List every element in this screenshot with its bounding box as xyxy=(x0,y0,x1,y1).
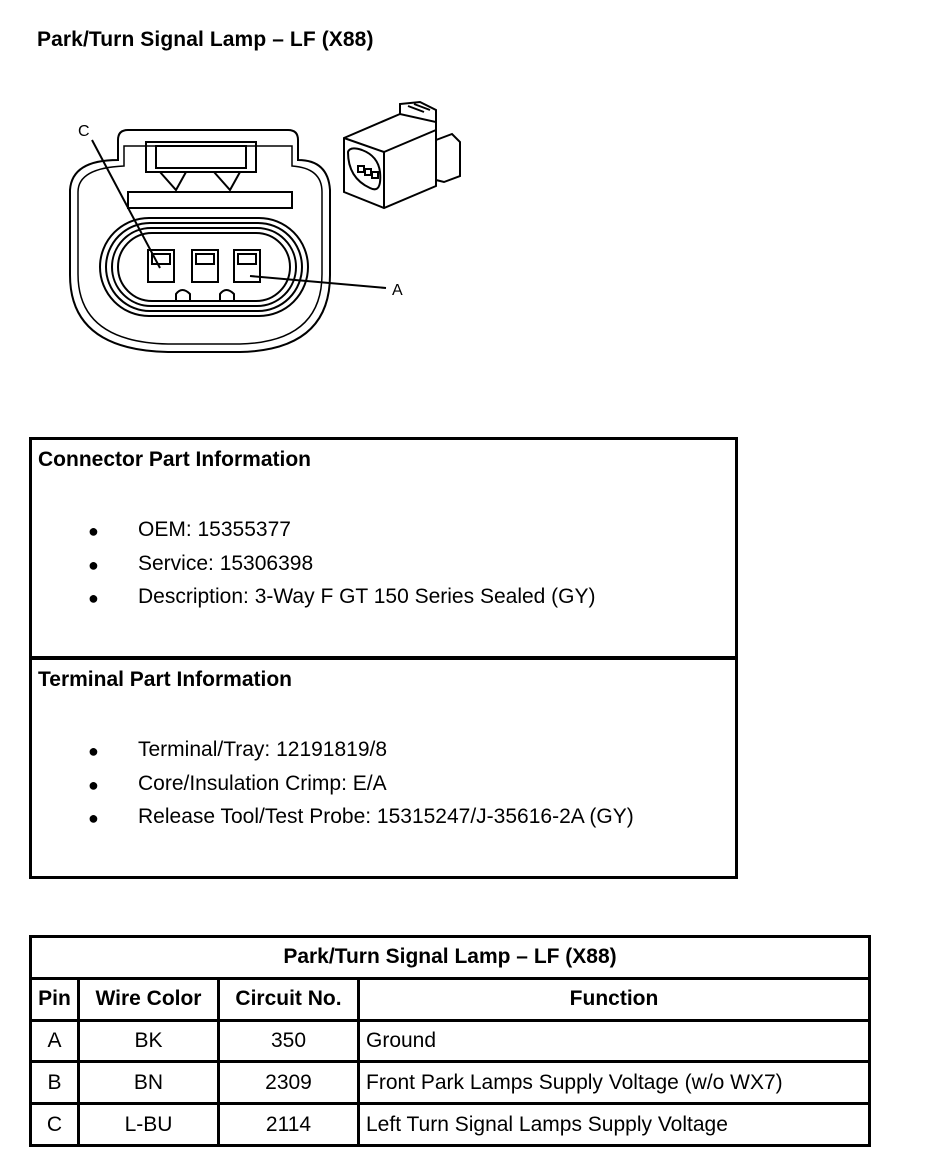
terminal-release-tool: Release Tool/Test Probe: 15315247/J-35616-2A (GY) xyxy=(138,805,634,828)
column-header-pin: Pin xyxy=(31,978,79,1020)
pin-c-label: C xyxy=(78,123,90,140)
page-title: Park/Turn Signal Lamp – LF (X88) xyxy=(37,28,374,51)
terminal-part-info-heading: Terminal Part Information xyxy=(38,668,292,691)
terminal-tray: Terminal/Tray: 12191819/8 xyxy=(138,738,388,761)
connector-diagram xyxy=(60,100,480,370)
pin-cell: A xyxy=(31,1020,79,1062)
pin-a-label: A xyxy=(392,282,403,299)
table-header-row xyxy=(31,978,870,1020)
column-header-wire-color: Wire Color xyxy=(79,978,219,1020)
wire-color-cell: L-BU xyxy=(79,1104,219,1146)
pin-table xyxy=(29,935,871,1147)
bullet-icon: ● xyxy=(88,808,99,828)
connector-service: Service: 15306398 xyxy=(138,551,314,575)
function-cell: Ground xyxy=(359,1020,870,1062)
wire-color-cell: BN xyxy=(79,1062,219,1104)
circuit-cell: 350 xyxy=(219,1020,359,1062)
table-row xyxy=(31,1020,870,1062)
bullet-icon: ● xyxy=(88,741,99,761)
terminal-part-info-box xyxy=(29,657,738,879)
terminal-crimp: Core/Insulation Crimp: E/A xyxy=(138,771,387,795)
pin-cell: C xyxy=(31,1104,79,1146)
connector-part-info-box xyxy=(29,437,738,659)
connector-oem: OEM: 15355377 xyxy=(138,518,291,541)
circuit-cell: 2114 xyxy=(219,1104,359,1146)
wire-color-cell: BK xyxy=(79,1020,219,1062)
pin-cell: B xyxy=(31,1062,79,1104)
circuit-cell: 2309 xyxy=(219,1062,359,1104)
connector-description: Description: 3-Way F GT 150 Series Sealed (GY) xyxy=(138,585,596,608)
table-row xyxy=(31,1062,870,1104)
column-header-function: Function xyxy=(359,978,870,1020)
bullet-icon: ● xyxy=(88,588,99,608)
bullet-icon: ● xyxy=(88,521,99,541)
connector-part-info-heading: Connector Part Information xyxy=(38,448,312,471)
connector-face-drawing xyxy=(60,100,480,370)
table-caption-row xyxy=(31,937,870,979)
column-header-circuit: Circuit No. xyxy=(219,978,359,1020)
bullet-icon: ● xyxy=(88,554,99,575)
function-cell: Front Park Lamps Supply Voltage (w/o WX7) xyxy=(359,1062,870,1104)
table-caption: Park/Turn Signal Lamp – LF (X88) xyxy=(31,937,870,979)
bullet-icon: ● xyxy=(88,774,99,795)
function-cell: Left Turn Signal Lamps Supply Voltage xyxy=(359,1104,870,1146)
table-row xyxy=(31,1104,870,1146)
